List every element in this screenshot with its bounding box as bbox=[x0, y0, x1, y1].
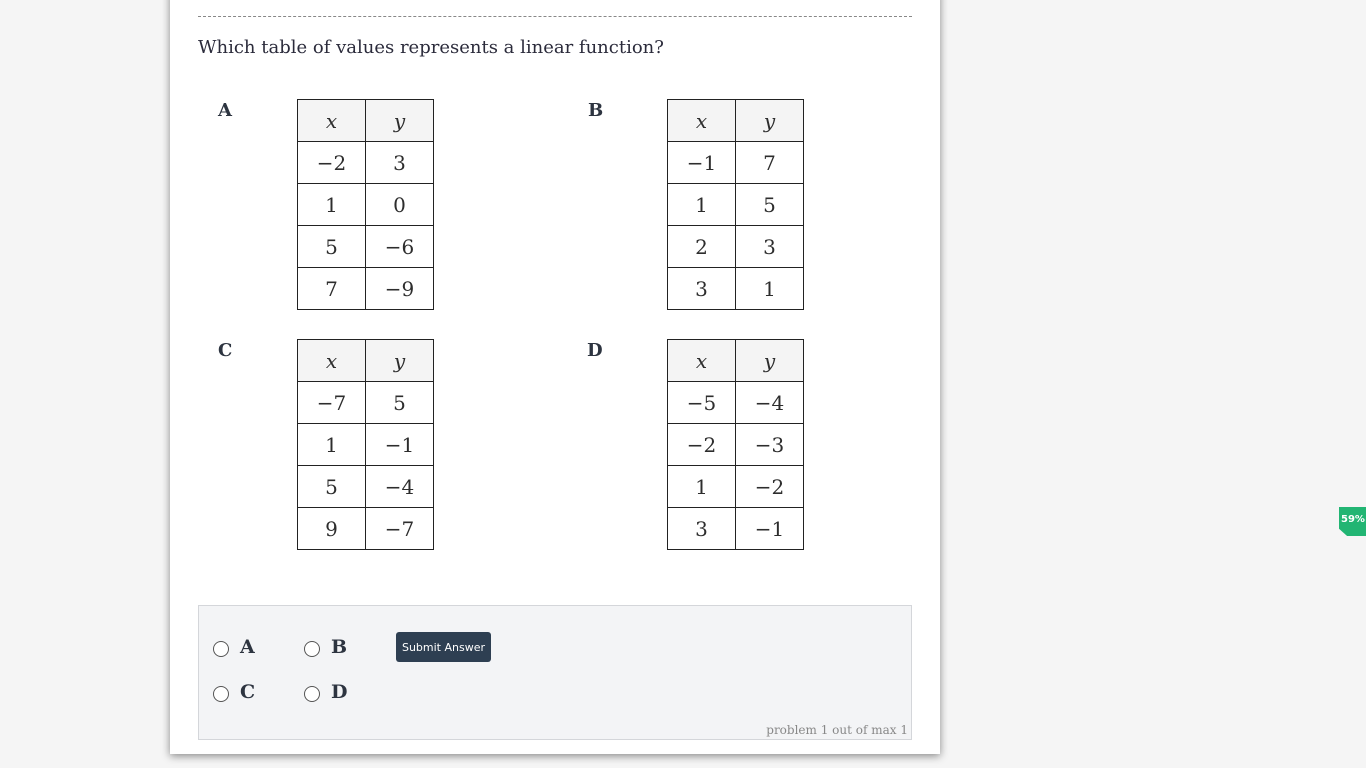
table-row bbox=[668, 226, 804, 268]
cell: −2 bbox=[298, 142, 366, 184]
choice-letter-c: C bbox=[218, 340, 233, 361]
cell: 7 bbox=[736, 142, 804, 184]
header-x: x bbox=[298, 340, 366, 382]
table-row bbox=[298, 226, 434, 268]
table-row bbox=[668, 184, 804, 226]
table-row bbox=[298, 184, 434, 226]
divider bbox=[198, 16, 912, 17]
radio-b[interactable] bbox=[304, 641, 320, 657]
table-row bbox=[668, 466, 804, 508]
header-y: y bbox=[366, 100, 434, 142]
cell: 0 bbox=[366, 184, 434, 226]
cell: 9 bbox=[298, 508, 366, 550]
option-b[interactable] bbox=[304, 636, 347, 658]
choice-letter-b: B bbox=[588, 100, 604, 121]
table-row bbox=[668, 508, 804, 550]
submit-answer-button[interactable]: Submit Answer bbox=[396, 632, 491, 662]
option-c[interactable] bbox=[213, 681, 255, 703]
problem-card bbox=[170, 0, 940, 754]
table-row bbox=[298, 508, 434, 550]
table-row bbox=[298, 382, 434, 424]
cell: −3 bbox=[736, 424, 804, 466]
option-d-label: D bbox=[331, 681, 348, 703]
cell: −2 bbox=[736, 466, 804, 508]
table-header-row bbox=[668, 340, 804, 382]
cell: −6 bbox=[366, 226, 434, 268]
cell: 5 bbox=[736, 184, 804, 226]
header-y: y bbox=[736, 340, 804, 382]
option-a-label: A bbox=[240, 636, 255, 658]
cell: 5 bbox=[298, 466, 366, 508]
table-row bbox=[298, 424, 434, 466]
table-d bbox=[667, 339, 804, 550]
table-row bbox=[298, 466, 434, 508]
cell: −5 bbox=[668, 382, 736, 424]
cell: −1 bbox=[366, 424, 434, 466]
answer-panel bbox=[198, 605, 912, 740]
cell: −4 bbox=[366, 466, 434, 508]
cell: −7 bbox=[298, 382, 366, 424]
option-c-label: C bbox=[240, 681, 256, 703]
header-x: x bbox=[298, 100, 366, 142]
cell: 5 bbox=[298, 226, 366, 268]
choice-letter-a: A bbox=[218, 100, 232, 121]
option-d[interactable] bbox=[304, 681, 347, 703]
cell: 1 bbox=[298, 424, 366, 466]
radio-c[interactable] bbox=[213, 686, 229, 702]
cell: 3 bbox=[668, 508, 736, 550]
cell: 7 bbox=[298, 268, 366, 310]
cell: 3 bbox=[736, 226, 804, 268]
choice-letter-d: D bbox=[587, 340, 603, 361]
table-a bbox=[297, 99, 434, 310]
cell: 3 bbox=[668, 268, 736, 310]
table-row bbox=[668, 268, 804, 310]
table-row bbox=[668, 382, 804, 424]
table-header-row bbox=[668, 100, 804, 142]
cell: −7 bbox=[366, 508, 434, 550]
cell: 1 bbox=[736, 268, 804, 310]
cell: −1 bbox=[736, 508, 804, 550]
header-y: y bbox=[736, 100, 804, 142]
table-row bbox=[298, 268, 434, 310]
cell: 2 bbox=[668, 226, 736, 268]
cell: −1 bbox=[668, 142, 736, 184]
cell: 3 bbox=[366, 142, 434, 184]
option-a[interactable] bbox=[213, 636, 255, 658]
problem-count: problem 1 out of max 1 bbox=[766, 723, 908, 737]
header-x: x bbox=[668, 100, 736, 142]
table-header-row bbox=[298, 100, 434, 142]
header-y: y bbox=[366, 340, 434, 382]
cell: 1 bbox=[298, 184, 366, 226]
table-header-row bbox=[298, 340, 434, 382]
cell: 1 bbox=[668, 466, 736, 508]
table-b bbox=[667, 99, 804, 310]
progress-label: 59% bbox=[1341, 514, 1365, 525]
table-row bbox=[298, 142, 434, 184]
question-text: Which table of values represents a linear function? bbox=[198, 37, 664, 58]
cell: 5 bbox=[366, 382, 434, 424]
option-b-label: B bbox=[331, 636, 348, 658]
radio-a[interactable] bbox=[213, 641, 229, 657]
radio-d[interactable] bbox=[304, 686, 320, 702]
table-c bbox=[297, 339, 434, 550]
cell: −2 bbox=[668, 424, 736, 466]
cell: 1 bbox=[668, 184, 736, 226]
cell: −4 bbox=[736, 382, 804, 424]
table-row bbox=[668, 142, 804, 184]
cell: −9 bbox=[366, 268, 434, 310]
header-x: x bbox=[668, 340, 736, 382]
table-row bbox=[668, 424, 804, 466]
